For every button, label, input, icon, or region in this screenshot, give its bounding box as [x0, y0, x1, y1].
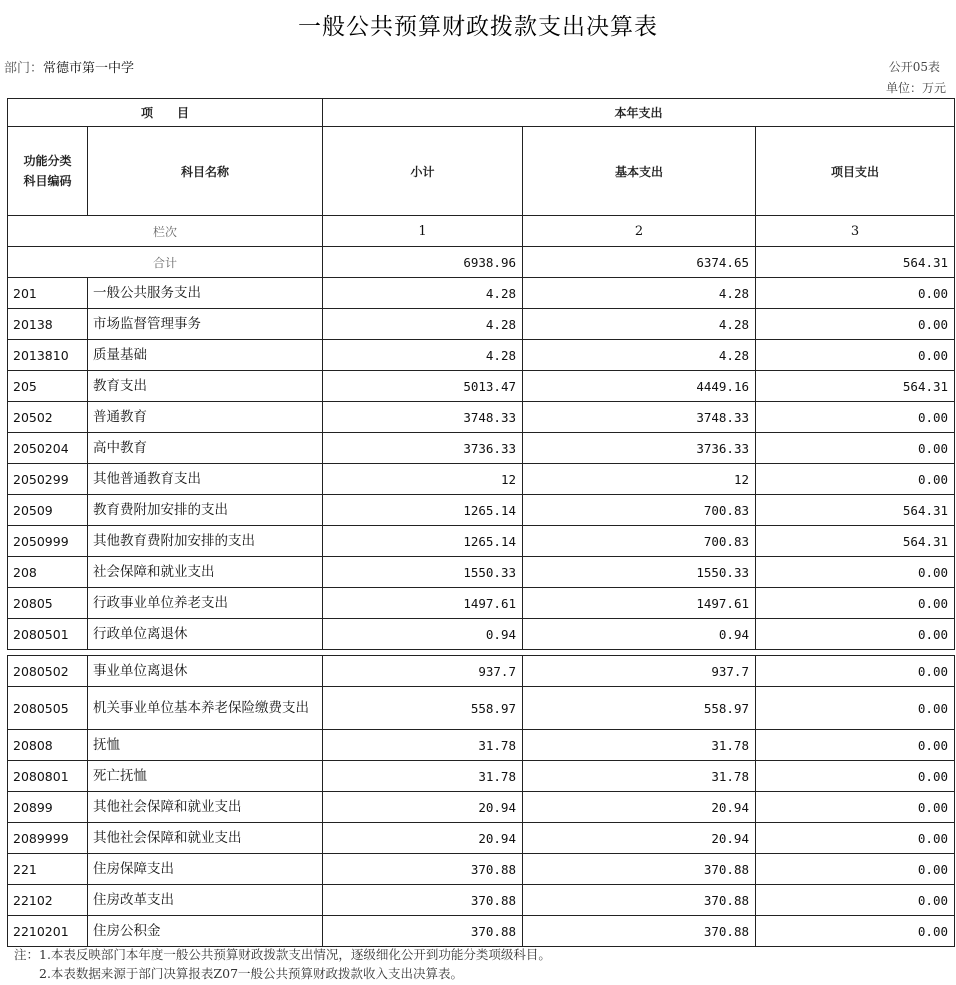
row-subject-name: 住房保障支出	[88, 854, 323, 885]
row-subject-name: 教育支出	[88, 371, 323, 402]
row-code: 2080505	[8, 687, 88, 730]
row-subtotal: 1265.14	[323, 495, 523, 526]
row-subtotal: 20.94	[323, 792, 523, 823]
row-code: 208	[8, 557, 88, 588]
row-code: 2050999	[8, 526, 88, 557]
row-basic: 4.28	[523, 309, 756, 340]
row-project: 564.31	[756, 526, 955, 557]
department-line	[4, 57, 134, 76]
row-basic: 3748.33	[523, 402, 756, 433]
row-project: 564.31	[756, 371, 955, 402]
table-row	[8, 823, 955, 854]
row-project: 0.00	[756, 885, 955, 916]
row-code: 2050204	[8, 433, 88, 464]
row-subtotal: 4.28	[323, 309, 523, 340]
row-project: 0.00	[756, 916, 955, 947]
notes	[14, 945, 551, 983]
row-subtotal: 937.7	[323, 656, 523, 687]
row-code: 2080501	[8, 619, 88, 650]
table-row	[8, 309, 955, 340]
code-header: 功能分类科目编码	[8, 127, 88, 216]
header-row-columns	[8, 127, 955, 216]
row-project: 564.31	[756, 495, 955, 526]
row-basic: 4.28	[523, 278, 756, 309]
row-basic: 0.94	[523, 619, 756, 650]
table-row	[8, 656, 955, 687]
row-code: 20502	[8, 402, 88, 433]
row-basic: 3736.33	[523, 433, 756, 464]
row-code: 205	[8, 371, 88, 402]
row-basic: 12	[523, 464, 756, 495]
column-order-1: 1	[323, 216, 523, 247]
row-basic: 1497.61	[523, 588, 756, 619]
row-basic: 370.88	[523, 916, 756, 947]
row-subject-name: 死亡抚恤	[88, 761, 323, 792]
table-row	[8, 464, 955, 495]
table-row	[8, 854, 955, 885]
row-basic: 20.94	[523, 823, 756, 854]
total-project: 564.31	[756, 247, 955, 278]
row-code: 2210201	[8, 916, 88, 947]
row-subject-name: 住房改革支出	[88, 885, 323, 916]
total-basic: 6374.65	[523, 247, 756, 278]
row-project: 0.00	[756, 761, 955, 792]
table-row	[8, 761, 955, 792]
row-subtotal: 20.94	[323, 823, 523, 854]
header-row-top	[8, 99, 955, 127]
row-subject-name: 行政单位离退休	[88, 619, 323, 650]
row-subject-name: 抚恤	[88, 730, 323, 761]
current-year-header: 本年支出	[323, 99, 955, 127]
row-code: 20805	[8, 588, 88, 619]
table-row	[8, 371, 955, 402]
row-project: 0.00	[756, 278, 955, 309]
row-subject-name: 教育费附加安排的支出	[88, 495, 323, 526]
row-subtotal: 0.94	[323, 619, 523, 650]
total-label: 合计	[8, 247, 323, 278]
row-project: 0.00	[756, 792, 955, 823]
table-row	[8, 495, 955, 526]
row-code: 20899	[8, 792, 88, 823]
table-row	[8, 885, 955, 916]
row-subtotal: 558.97	[323, 687, 523, 730]
table-row	[8, 916, 955, 947]
table-row	[8, 588, 955, 619]
note-line-1: 注：1.本表反映部门本年度一般公共预算财政拨款支出情况，逐级细化公开到功能分类项级科目。	[14, 947, 551, 962]
row-subject-name: 事业单位离退休	[88, 656, 323, 687]
row-project: 0.00	[756, 687, 955, 730]
row-subtotal: 31.78	[323, 761, 523, 792]
column-order-3: 3	[756, 216, 955, 247]
table-row	[8, 557, 955, 588]
basic-header: 基本支出	[523, 127, 756, 216]
row-project: 0.00	[756, 619, 955, 650]
row-basic: 370.88	[523, 885, 756, 916]
row-basic: 370.88	[523, 854, 756, 885]
row-project: 0.00	[756, 433, 955, 464]
table-row	[8, 730, 955, 761]
row-subject-name: 其他社会保障和就业支出	[88, 792, 323, 823]
row-basic: 700.83	[523, 495, 756, 526]
row-subject-name: 其他教育费附加安排的支出	[88, 526, 323, 557]
row-subject-name: 其他普通教育支出	[88, 464, 323, 495]
row-subtotal: 3748.33	[323, 402, 523, 433]
row-subject-name: 住房公积金	[88, 916, 323, 947]
table-row	[8, 278, 955, 309]
row-subject-name: 一般公共服务支出	[88, 278, 323, 309]
row-subject-name: 市场监督管理事务	[88, 309, 323, 340]
row-code: 2050299	[8, 464, 88, 495]
row-code: 20509	[8, 495, 88, 526]
total-row	[8, 247, 955, 278]
table-row	[8, 792, 955, 823]
row-basic: 700.83	[523, 526, 756, 557]
row-project: 0.00	[756, 464, 955, 495]
row-code: 20808	[8, 730, 88, 761]
row-subtotal: 12	[323, 464, 523, 495]
row-code: 2080502	[8, 656, 88, 687]
row-project: 0.00	[756, 557, 955, 588]
row-basic: 4.28	[523, 340, 756, 371]
table-row	[8, 433, 955, 464]
row-code: 221	[8, 854, 88, 885]
expenditure-table	[7, 98, 955, 650]
total-subtotal: 6938.96	[323, 247, 523, 278]
row-code: 20138	[8, 309, 88, 340]
unit-label: 单位：万元	[885, 81, 946, 95]
row-subject-name: 质量基础	[88, 340, 323, 371]
row-code: 2080801	[8, 761, 88, 792]
row-project: 0.00	[756, 309, 955, 340]
row-code: 22102	[8, 885, 88, 916]
form-number: 公开05表	[888, 60, 940, 74]
page-title: 一般公共预算财政拨款支出决算表	[298, 14, 658, 40]
row-subtotal: 1265.14	[323, 526, 523, 557]
item-header: 项 目	[8, 99, 323, 127]
row-subject-name: 普通教育	[88, 402, 323, 433]
row-subject-name: 机关事业单位基本养老保险缴费支出	[88, 687, 323, 730]
row-subtotal: 370.88	[323, 885, 523, 916]
row-code: 2013810	[8, 340, 88, 371]
row-code: 201	[8, 278, 88, 309]
row-subtotal: 3736.33	[323, 433, 523, 464]
row-subject-name: 高中教育	[88, 433, 323, 464]
project-header: 项目支出	[756, 127, 955, 216]
row-subtotal: 5013.47	[323, 371, 523, 402]
table-row	[8, 687, 955, 730]
row-basic: 20.94	[523, 792, 756, 823]
row-subject-name: 社会保障和就业支出	[88, 557, 323, 588]
row-project: 0.00	[756, 730, 955, 761]
column-order-row	[8, 216, 955, 247]
row-subject-name: 其他社会保障和就业支出	[88, 823, 323, 854]
row-basic: 558.97	[523, 687, 756, 730]
row-basic: 4449.16	[523, 371, 756, 402]
row-basic: 31.78	[523, 761, 756, 792]
expenditure-table-continued	[7, 655, 955, 947]
subtotal-header: 小计	[323, 127, 523, 216]
department-name: 常德市第一中学	[43, 61, 135, 76]
note-line-2: 2.本表数据来源于部门决算报表Z07一般公共预算财政拨款收入支出决算表。	[14, 966, 464, 981]
row-project: 0.00	[756, 823, 955, 854]
table-row	[8, 340, 955, 371]
table-row	[8, 619, 955, 650]
column-order-label: 栏次	[8, 216, 323, 247]
row-subtotal: 4.28	[323, 278, 523, 309]
row-basic: 31.78	[523, 730, 756, 761]
row-subtotal: 1550.33	[323, 557, 523, 588]
row-subtotal: 4.28	[323, 340, 523, 371]
table-row	[8, 526, 955, 557]
row-subtotal: 31.78	[323, 730, 523, 761]
table-row	[8, 402, 955, 433]
row-project: 0.00	[756, 340, 955, 371]
department-label: 部门：	[4, 61, 44, 76]
row-subtotal: 370.88	[323, 854, 523, 885]
column-order-2: 2	[523, 216, 756, 247]
row-subtotal: 1497.61	[323, 588, 523, 619]
row-subject-name: 行政事业单位养老支出	[88, 588, 323, 619]
row-basic: 1550.33	[523, 557, 756, 588]
row-subtotal: 370.88	[323, 916, 523, 947]
row-project: 0.00	[756, 854, 955, 885]
subject-name-header: 科目名称	[88, 127, 323, 216]
row-project: 0.00	[756, 588, 955, 619]
row-code: 2089999	[8, 823, 88, 854]
row-basic: 937.7	[523, 656, 756, 687]
row-project: 0.00	[756, 656, 955, 687]
row-project: 0.00	[756, 402, 955, 433]
